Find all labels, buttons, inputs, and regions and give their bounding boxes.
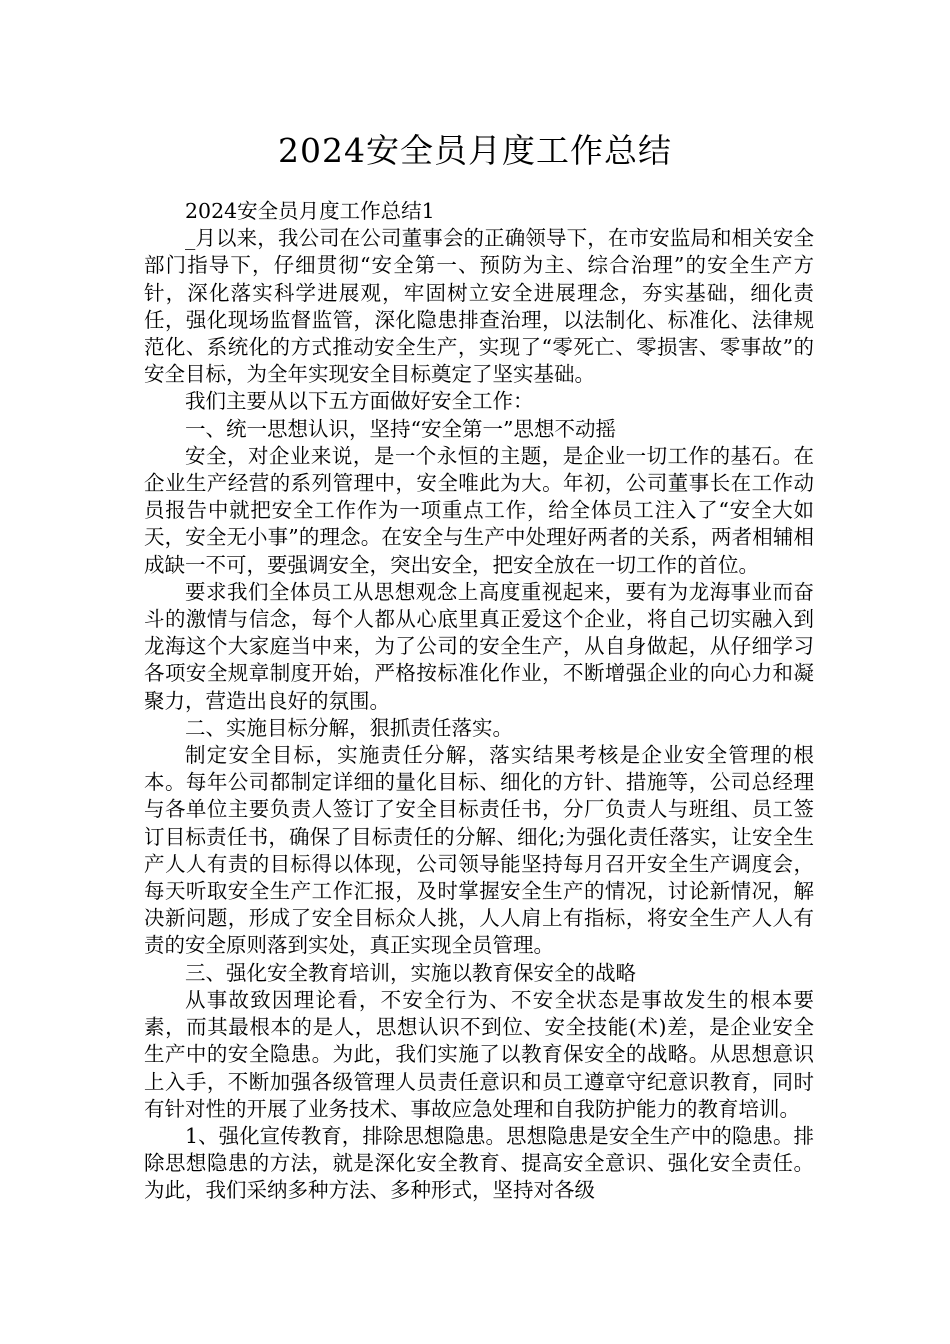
paragraph-targets: 制定安全目标，实施责任分解，落实结果考核是企业安全管理的根本。每年公司都制定详细的量化目标、细化的方针、措施等，公司总经理与各单位主要负责人签订了安全目标责任书，分厂负责人与班组、员工签订目标责任书，确保了目标责任的分解、细化;为强化责任落实，让安全生产人人有责的目标得以体现，公司领导能坚持每月召开安全生产调度会，每天听取安全生产工作汇报，及时掌握安全生产的情况，讨论新情况，解决新问题，形成了安全目标众人挑，人人肩上有指标，将安全生产人人有责的安全原则落到实处，真正实现全员管理。 [144,743,814,958]
paragraph-five-aspects: 我们主要从以下五方面做好安全工作： [185,389,534,414]
paragraph-accident-theory: 从事故致因理论看，不安全行为、不安全状态是事故发生的根本要素，而其最根本的是人，思想认识不到位、安全技能(术)差，是企业安全生产中的安全隐患。为此，我们实施了以教育保安全的战略。从思想意识上入手，不断加强各级管理人员责任意识和员工遵章守纪意识教育，同时有针对性的开展了业务技术、事故应急处理和自我防护能力的教育培训。 [144,987,814,1121]
section-heading-1: 一、统一思想认识，坚持“安全第一”思想不动摇 [185,416,616,441]
paragraph-staff-requirements: 要求我们全体员工从思想观念上高度重视起来，要有为龙海事业而奋斗的激情与信念，每个人都从心底里真正爱这个企业，将自己切实融入到龙海这个大家庭当中来，为了公司的安全生产，从自身做起，从仔细学习各项安全规章制度开始，严格按标准化作业，不断增强企业的向心力和凝聚力，营造出良好的氛围。 [144,579,814,713]
document-body [144,198,814,1205]
section-heading-3: 三、强化安全教育培训，实施以教育保安全的战略 [185,960,636,985]
paragraph-publicity-education: 1、强化宣传教育，排除思想隐患。思想隐患是安全生产中的隐患。排除思想隐患的方法，就是深化安全教育、提高安全意识、强化安全责任。为此，我们采纳多种方法、多种形式，坚持对各级 [144,1123,814,1203]
section-heading-2: 二、实施目标分解，狠抓责任落实。 [185,715,513,740]
paragraph-intro: _月以来，我公司在公司董事会的正确领导下，在市安监局和相关安全部门指导下，仔细贯彻“安全第一、预防为主、综合治理”的安全生产方针，深化落实科学进展观，牢固树立安全进展理念，夯实基础，细化责任，强化现场监督监管，深化隐患排查治理，以法制化、标准化、法律规范化、系统化的方式推动安全生产，实现了“零死亡、零损害、零事故”的安全目标，为全年实现安全目标奠定了坚实基础。 [144,226,814,387]
paragraph-subtitle: 2024安全员月度工作总结1 [185,199,435,223]
paragraph-safety-theme: 安全，对企业来说，是一个永恒的主题，是企业一切工作的基石。在企业生产经营的系列管理中，安全唯此为大。年初，公司董事长在工作动员报告中就把安全工作作为一项重点工作，给全体员工注入了“安全大如天，安全无小事”的理念。在安全与生产中处理好两者的关系，两者相辅相成缺一不可，要强调安全，突出安全，把安全放在一切工作的首位。 [144,443,814,577]
document-title: 2024安全员月度工作总结 [278,131,672,170]
